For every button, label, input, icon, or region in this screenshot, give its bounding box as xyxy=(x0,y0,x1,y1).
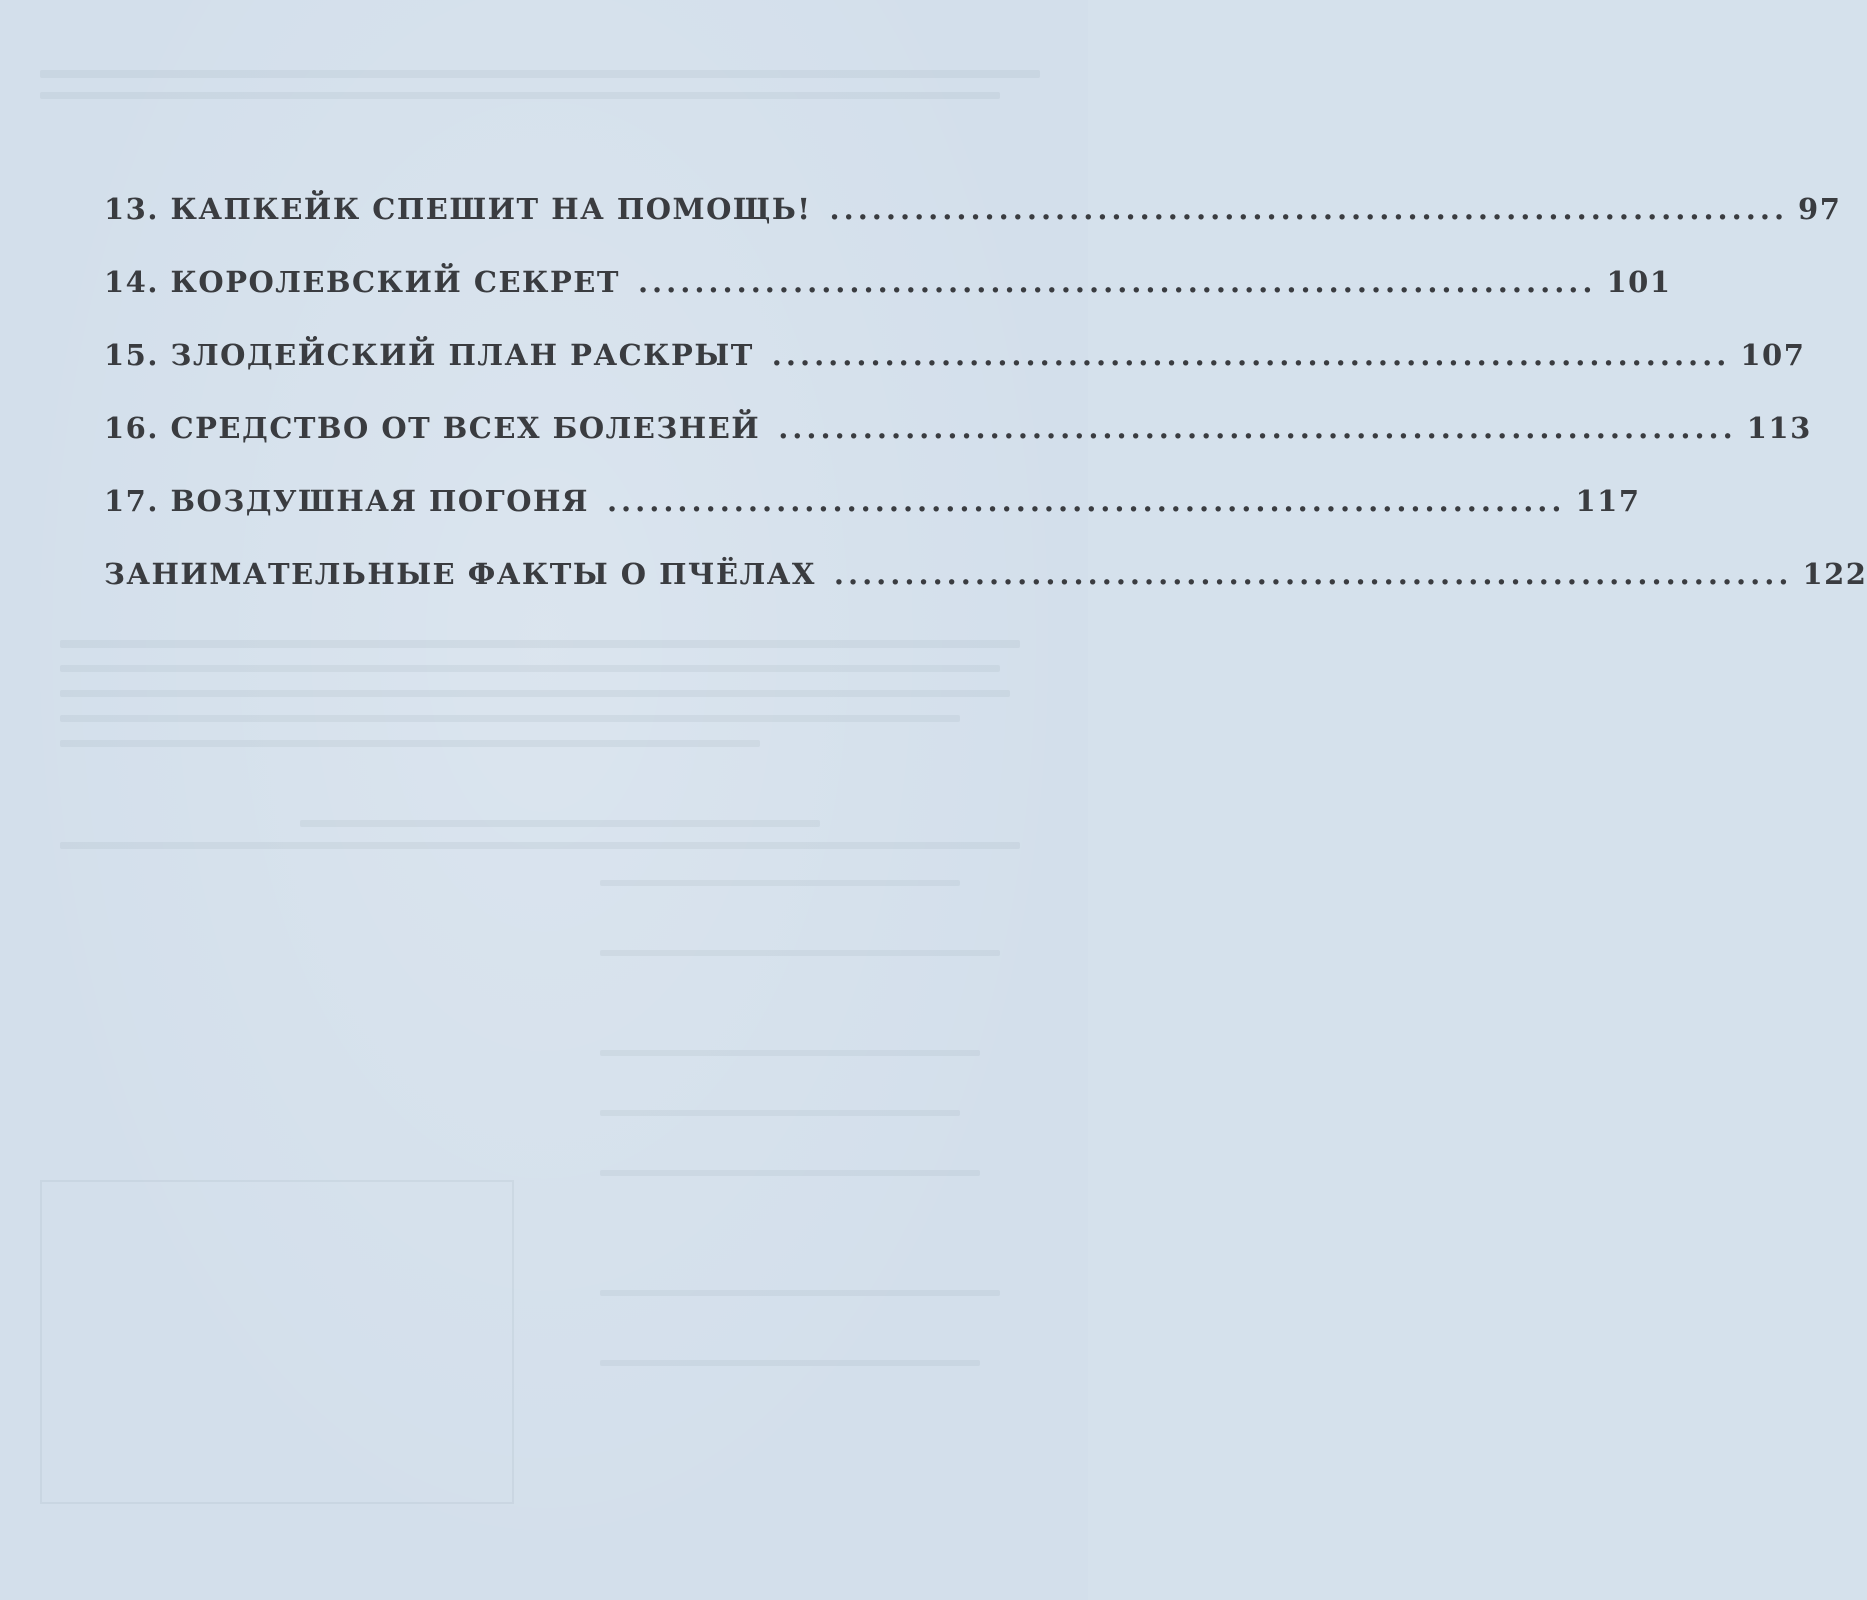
toc-entry-16[interactable] xyxy=(104,411,1812,484)
toc-entry-title: 17. ВОЗДУШНАЯ ПОГОНЯ xyxy=(104,484,589,518)
toc-entry-title: 16. СРЕДСТВО ОТ ВСЕХ БОЛЕЗНЕЙ xyxy=(104,411,761,445)
bleed-through-line xyxy=(40,92,1000,99)
bleed-through-line xyxy=(60,715,960,722)
toc-dot-leader: .................................................................... xyxy=(833,557,1793,591)
bleed-through-line xyxy=(40,70,1040,78)
toc-entry-15[interactable] xyxy=(104,338,1806,411)
toc-dot-leader: .................................................................... xyxy=(606,484,1566,518)
bleed-through-line xyxy=(60,690,1010,697)
toc-page-number: 101 xyxy=(1606,265,1672,299)
bleed-through-line xyxy=(600,1360,980,1366)
bleed-through-line xyxy=(600,880,960,886)
table-of-contents xyxy=(104,192,1867,630)
toc-entry-title: ЗАНИМАТЕЛЬНЫЕ ФАКТЫ О ПЧЁЛАХ xyxy=(104,557,816,591)
toc-page-number: 97 xyxy=(1798,192,1842,226)
toc-entry-17[interactable] xyxy=(104,484,1641,557)
toc-page-number: 117 xyxy=(1575,484,1641,518)
toc-page-number: 113 xyxy=(1746,411,1812,445)
bleed-through-line xyxy=(300,820,820,827)
toc-dot-leader: .................................................................... xyxy=(637,265,1597,299)
bleed-through-line xyxy=(60,842,1020,849)
toc-entry-title: 14. КОРОЛЕВСКИЙ СЕКРЕТ xyxy=(104,265,620,299)
toc-dot-leader: .................................................................... xyxy=(771,338,1731,372)
bleed-through-line xyxy=(60,740,760,747)
toc-page-number: 107 xyxy=(1740,338,1806,372)
toc-dot-leader: .................................................................... xyxy=(829,192,1789,226)
bleed-through-line xyxy=(60,640,1020,648)
toc-dot-leader: .................................................................... xyxy=(778,411,1737,445)
toc-entry-bee-facts[interactable] xyxy=(104,557,1867,630)
bleed-through-line xyxy=(600,1170,980,1176)
bleed-through-line xyxy=(600,1110,960,1116)
bleed-through-line xyxy=(60,665,1000,672)
bleed-through-line xyxy=(600,1050,980,1056)
toc-entry-14[interactable] xyxy=(104,265,1672,338)
bleed-through-line xyxy=(600,1290,1000,1296)
toc-entry-13[interactable] xyxy=(104,192,1842,265)
toc-entry-title: 15. ЗЛОДЕЙСКИЙ ПЛАН РАСКРЫТ xyxy=(104,338,754,372)
toc-page-number: 122 xyxy=(1802,557,1867,591)
bleed-through-line xyxy=(600,950,1000,956)
bleed-through-frame xyxy=(40,1180,514,1504)
toc-entry-title: 13. КАПКЕЙК СПЕШИТ НА ПОМОЩЬ! xyxy=(104,192,812,226)
